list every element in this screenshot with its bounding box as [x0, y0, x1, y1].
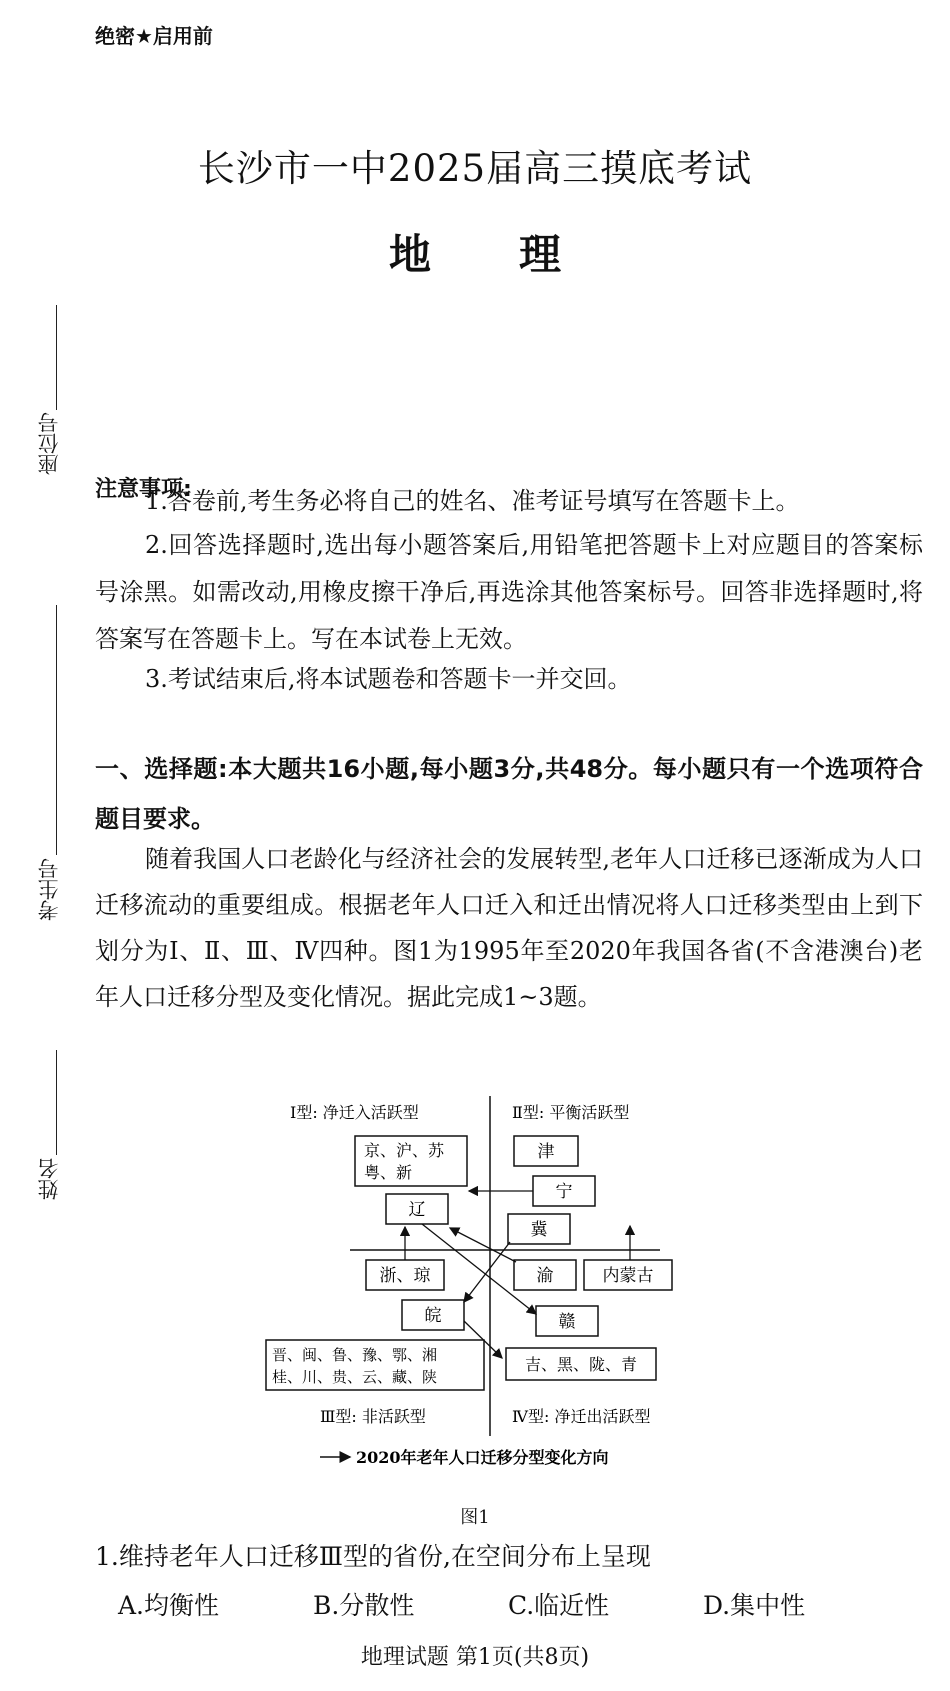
- notice-heading: 注意事项:: [95, 477, 192, 502]
- box-zheqiong: [366, 1260, 444, 1290]
- examinee-line: [56, 605, 57, 855]
- question-1-option-d[interactable]: D.集中性: [703, 1591, 806, 1620]
- svg-text:宁: 宁: [555, 1182, 573, 1202]
- subject-char-2: 理: [519, 230, 562, 279]
- box-ning: [533, 1176, 595, 1206]
- section-heading: 一、选择题:本大题共16小题,每小题3分,共48分。每小题只有一个选项符合题目要求。: [95, 755, 923, 833]
- seat-line: [56, 305, 57, 410]
- box-jin: [514, 1136, 578, 1166]
- name-line: [56, 1050, 57, 1155]
- question-1-stem: 1.维持老年人口迁移Ⅲ型的省份,在空间分布上呈现: [95, 1542, 651, 1571]
- migration-type-figure: [272, 1096, 760, 1496]
- notice-item-1: 1.答卷前,考生务必将自己的姓名、准考证号填写在答题卡上。: [145, 487, 800, 515]
- svg-text:冀: 冀: [530, 1220, 548, 1240]
- examinee-label: 考生号: [37, 858, 61, 921]
- box-neimenggu: [584, 1260, 672, 1290]
- svg-text:桂、川、贵、云、藏、陕: 桂、川、贵、云、藏、陕: [272, 1368, 438, 1386]
- question-1-option-a[interactable]: A.均衡性: [118, 1591, 220, 1620]
- box-gan: [536, 1306, 598, 1336]
- box-liao: [386, 1194, 448, 1224]
- svg-text:津: 津: [537, 1142, 555, 1162]
- name-label: 姓名: [37, 1158, 61, 1200]
- subject-title: [0, 222, 950, 282]
- question-1-option-c[interactable]: C.临近性: [508, 1591, 610, 1620]
- svg-text:渝: 渝: [536, 1266, 554, 1286]
- page-footer: 地理试题 第1页(共8页): [360, 1645, 590, 1670]
- box-jinghusu: [355, 1136, 467, 1186]
- box-yu: [514, 1260, 576, 1290]
- box-group3: [266, 1340, 484, 1390]
- confidential-mark: 绝密★启用前: [95, 24, 213, 48]
- passage: 随着我国人口老龄化与经济社会的发展转型,老年人口迁移已逐渐成为人口迁移流动的重要组成。根据老年人口迁入和迁出情况将人口迁移类型由上到下划分为Ⅰ、Ⅱ、Ⅲ、Ⅳ四种。图1为1995年至2020年我国各省(不含港澳台)老年人口迁移分型及变化情况。据此完成1~3题。: [95, 845, 923, 1011]
- svg-text:吉、黑、陇、青: 吉、黑、陇、青: [524, 1355, 638, 1374]
- arrow-yu-to-liao: [450, 1228, 516, 1262]
- svg-text:赣: 赣: [558, 1312, 576, 1332]
- exam-title: 长沙市一中2025届高三摸底考试: [197, 147, 753, 190]
- box-ji: [508, 1214, 570, 1244]
- quadrant-label-3: Ⅲ型: 非活跃型: [320, 1407, 426, 1426]
- box-wan: [402, 1300, 464, 1330]
- notice-item-3: 3.考试结束后,将本试题卷和答题卡一并交回。: [145, 665, 632, 693]
- svg-text:皖: 皖: [424, 1306, 442, 1326]
- seat-label: 座位号: [37, 412, 61, 475]
- svg-text:京、沪、苏: 京、沪、苏: [364, 1141, 445, 1160]
- box-group4: [506, 1348, 656, 1380]
- svg-text:内蒙古: 内蒙古: [602, 1266, 654, 1286]
- quadrant-label-4: Ⅳ型: 净迁出活跃型: [512, 1407, 651, 1426]
- svg-text:浙、琼: 浙、琼: [379, 1266, 431, 1286]
- svg-text:粤、新: 粤、新: [364, 1163, 413, 1182]
- notice-item-2: 2.回答选择题时,选出每小题答案后,用铅笔把答题卡上对应题目的答案标号涂黑。如需改动,用橡皮擦干净后,再选涂其他答案标号。回答非选择题时,将答案写在答题卡上。写在本试卷上无效。: [95, 531, 923, 653]
- svg-text:辽: 辽: [408, 1200, 426, 1220]
- arrow-ji-to-wan: [464, 1242, 510, 1302]
- question-1-option-b[interactable]: B.分散性: [313, 1591, 415, 1620]
- figure-caption: 图1: [460, 1507, 490, 1528]
- subject-char-1: 地: [388, 230, 431, 279]
- quadrant-label-1: Ⅰ型: 净迁入活跃型: [290, 1103, 419, 1122]
- svg-text:晋、闽、鲁、豫、鄂、湘: 晋、闽、鲁、豫、鄂、湘: [272, 1346, 438, 1364]
- quadrant-label-2: Ⅱ型: 平衡活跃型: [512, 1103, 630, 1122]
- legend-text: 2020年老年人口迁移分型变化方向: [356, 1448, 609, 1467]
